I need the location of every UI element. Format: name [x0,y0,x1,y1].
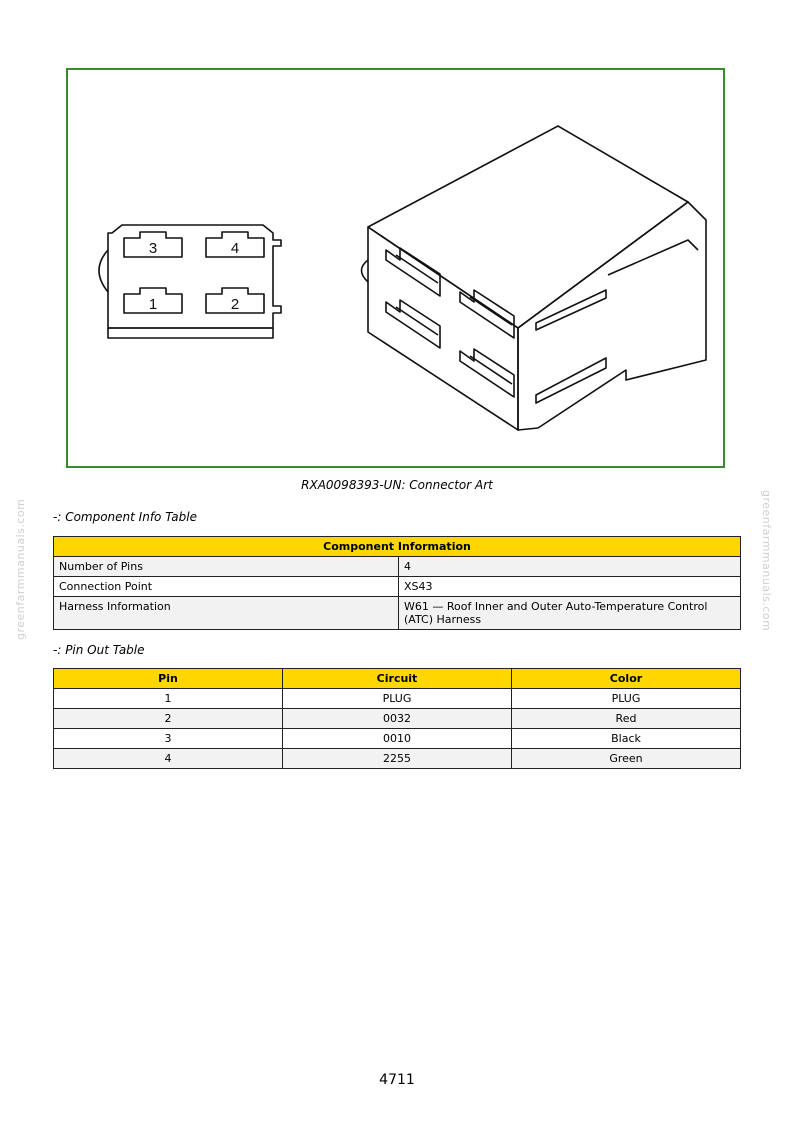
pin-out-heading: -: Pin Out Table [53,643,145,657]
table-row [54,709,741,729]
circuit-cell: PLUG [283,689,512,709]
pin-cell: 2 [54,709,283,729]
component-info-header: Component Information [54,537,741,557]
info-label: Number of Pins [54,557,399,577]
pin-label-1: 1 [148,296,158,313]
info-label: Connection Point [54,577,399,597]
watermark-left: greenfarmmanuals.com [14,498,27,640]
component-info-heading: -: Component Info Table [53,510,197,524]
connector-figure [66,68,725,468]
column-header-circuit: Circuit [283,669,512,689]
pin-cell: 1 [54,689,283,709]
pin-label-4: 4 [230,240,240,257]
color-cell: Black [512,729,741,749]
connector-art [68,70,723,466]
table-row [54,729,741,749]
column-header-color: Color [512,669,741,689]
color-cell: PLUG [512,689,741,709]
pin-out-table [53,668,741,769]
table-row [54,577,741,597]
column-header-pin: Pin [54,669,283,689]
info-value: 4 [399,557,741,577]
page-number: 4711 [379,1072,415,1088]
info-label: Harness Information [54,597,399,630]
component-info-table [53,536,741,630]
table-row [54,749,741,769]
pin-label-3: 3 [148,240,158,257]
table-row [54,689,741,709]
table-header-row [54,669,741,689]
watermark-right: greenfarmmanuals.com [760,490,773,632]
color-cell: Red [512,709,741,729]
table-row [54,557,741,577]
table-row [54,597,741,630]
connector-face-view [99,225,281,338]
circuit-cell: 0010 [283,729,512,749]
info-value: W61 — Roof Inner and Outer Auto-Temperature Control (ATC) Harness [399,597,741,630]
table-header-row [54,537,741,557]
pin-cell: 4 [54,749,283,769]
pin-label-2: 2 [230,296,240,313]
color-cell: Green [512,749,741,769]
circuit-cell: 2255 [283,749,512,769]
connector-3d-view [362,126,707,430]
pin-cell: 3 [54,729,283,749]
figure-caption: RXA0098393-UN: Connector Art [301,478,493,492]
info-value: XS43 [399,577,741,597]
circuit-cell: 0032 [283,709,512,729]
